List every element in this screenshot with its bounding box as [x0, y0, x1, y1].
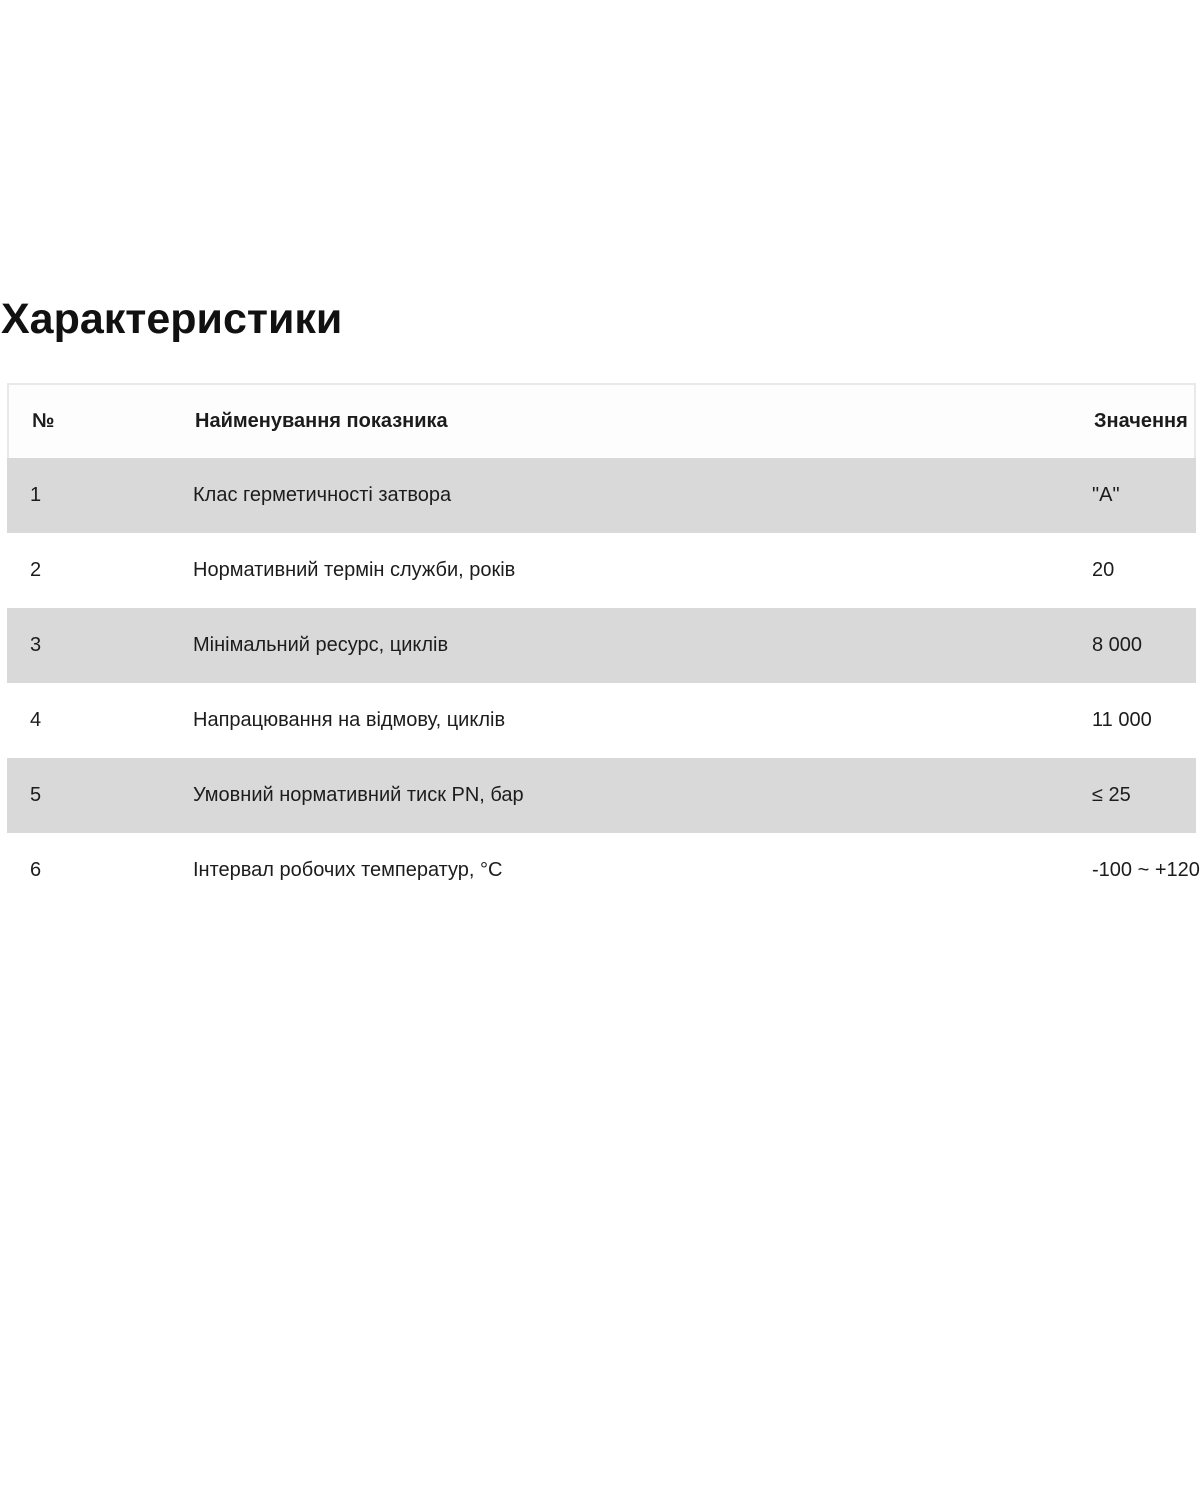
table-row: [7, 533, 1196, 608]
table-row: [7, 458, 1196, 533]
characteristics-table: [7, 383, 1200, 908]
table-row: [7, 758, 1196, 833]
cell-name: Умовний нормативний тиск PN, бар: [193, 784, 524, 806]
cell-name: Напрацювання на відмову, циклів: [193, 709, 506, 731]
cell-name: Інтервал робочих температур, °С: [193, 859, 503, 881]
cell-num: 5: [30, 784, 42, 806]
cell-value: 11 000: [1092, 709, 1152, 731]
table-row: [7, 683, 1196, 758]
cell-num: 6: [30, 859, 42, 881]
table-row: [7, 608, 1196, 683]
cell-num: 3: [30, 634, 42, 656]
column-header-value: Значення: [1094, 410, 1188, 432]
table-body: [7, 458, 1200, 908]
cell-num: 1: [30, 484, 42, 506]
cell-value: ≤ 25: [1092, 784, 1131, 806]
cell-name: Нормативний термін служби, років: [193, 559, 516, 581]
cell-num: 4: [30, 709, 42, 731]
cell-value: 8 000: [1092, 634, 1143, 656]
cell-name: Мінімальний ресурс, циклів: [193, 634, 449, 656]
column-header-name: Найменування показника: [195, 410, 448, 432]
column-header-num: №: [32, 410, 55, 432]
cell-num: 2: [30, 559, 42, 581]
cell-value: 20: [1092, 559, 1115, 581]
table-header-row: [7, 383, 1196, 458]
table-row: [7, 833, 1200, 908]
cell-name: Клас герметичності затвора: [193, 484, 452, 506]
cell-value: -100 ~ +120: [1092, 859, 1200, 881]
page-title: Характеристики: [1, 295, 343, 343]
cell-value: "А": [1092, 484, 1120, 506]
